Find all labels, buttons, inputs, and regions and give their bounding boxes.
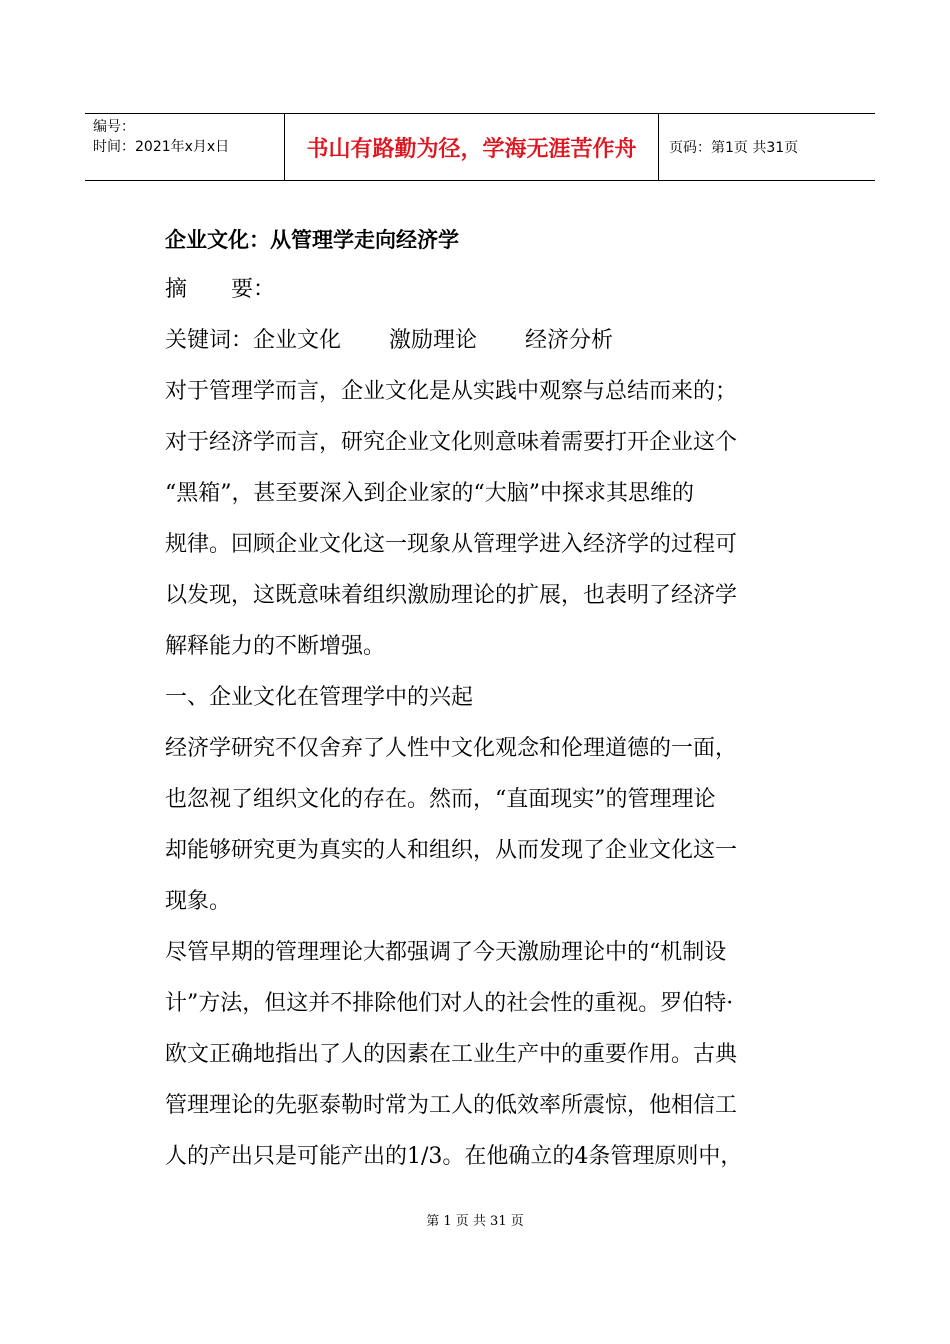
- text-line: 现象。: [165, 889, 232, 914]
- time-label: 时间：2021年x月x日: [93, 139, 230, 155]
- text-line: “黑箱”，甚至要深入到企业家的“大脑”中探求其思维的: [165, 481, 694, 506]
- keywords-line: [165, 315, 795, 366]
- header-page-info: 页码：第1页 共31页: [669, 140, 799, 156]
- number-label: 编号：: [93, 119, 135, 135]
- text-line: 对于经济学而言，研究企业文化则意味着需要打开企业这个: [165, 430, 738, 455]
- page-footer: 第 1 页 共 31 页: [426, 1214, 524, 1229]
- text-line: 欧文正确地指出了人的因素在工业生产中的重要作用。古典: [165, 1042, 738, 1067]
- text-line: 经济学研究不仅舍弃了人性中文化观念和伦理道德的一面，: [165, 736, 738, 761]
- text-line: 也忽视了组织文化的存在。然而，“直面现实”的管理理论: [165, 787, 716, 812]
- text-line: 以发现，这既意味着组织激励理论的扩展，也表明了经济学: [165, 583, 738, 608]
- body-text: [165, 366, 795, 1182]
- text-line: 解释能力的不断增强。: [165, 634, 386, 659]
- text-line: 人的产出只是可能产出的1/3。在他确立的4条管理原则中，: [165, 1144, 743, 1169]
- keywords-label: 关键词：: [165, 328, 254, 353]
- header-table: [85, 113, 875, 181]
- text-line: 却能够研究更为真实的人和组织，从而发现了企业文化这一: [165, 838, 738, 863]
- keyword: 经济分析: [525, 328, 614, 353]
- keyword: 激励理论: [389, 328, 478, 353]
- document-body: [165, 216, 795, 1182]
- keyword: 企业文化: [253, 328, 342, 353]
- text-line: 尽管早期的管理理论大都强调了今天激励理论中的“机制设: [165, 940, 727, 965]
- text-line: 对于管理学而言，企业文化是从实践中观察与总结而来的；: [165, 379, 738, 404]
- header-motto: 书山有路勤为径，学海无涯苦作舟: [285, 114, 659, 180]
- section-heading: 一、企业文化在管理学中的兴起: [165, 685, 474, 710]
- abstract-label-2: 要：: [231, 277, 276, 302]
- abstract-line: [165, 264, 795, 315]
- header-meta-cell: [85, 114, 285, 180]
- abstract-label-1: 摘: [165, 277, 188, 302]
- text-line: 计”方法，但这并不排除他们对人的社会性的重视。罗伯特·: [165, 991, 734, 1016]
- text-line: 规律。回顾企业文化这一现象从管理学进入经济学的过程可: [165, 532, 738, 557]
- document-title: 企业文化：从管理学走向经济学: [165, 228, 459, 252]
- text-line: 管理理论的先驱泰勒时常为工人的低效率所震惊，他相信工: [165, 1093, 738, 1118]
